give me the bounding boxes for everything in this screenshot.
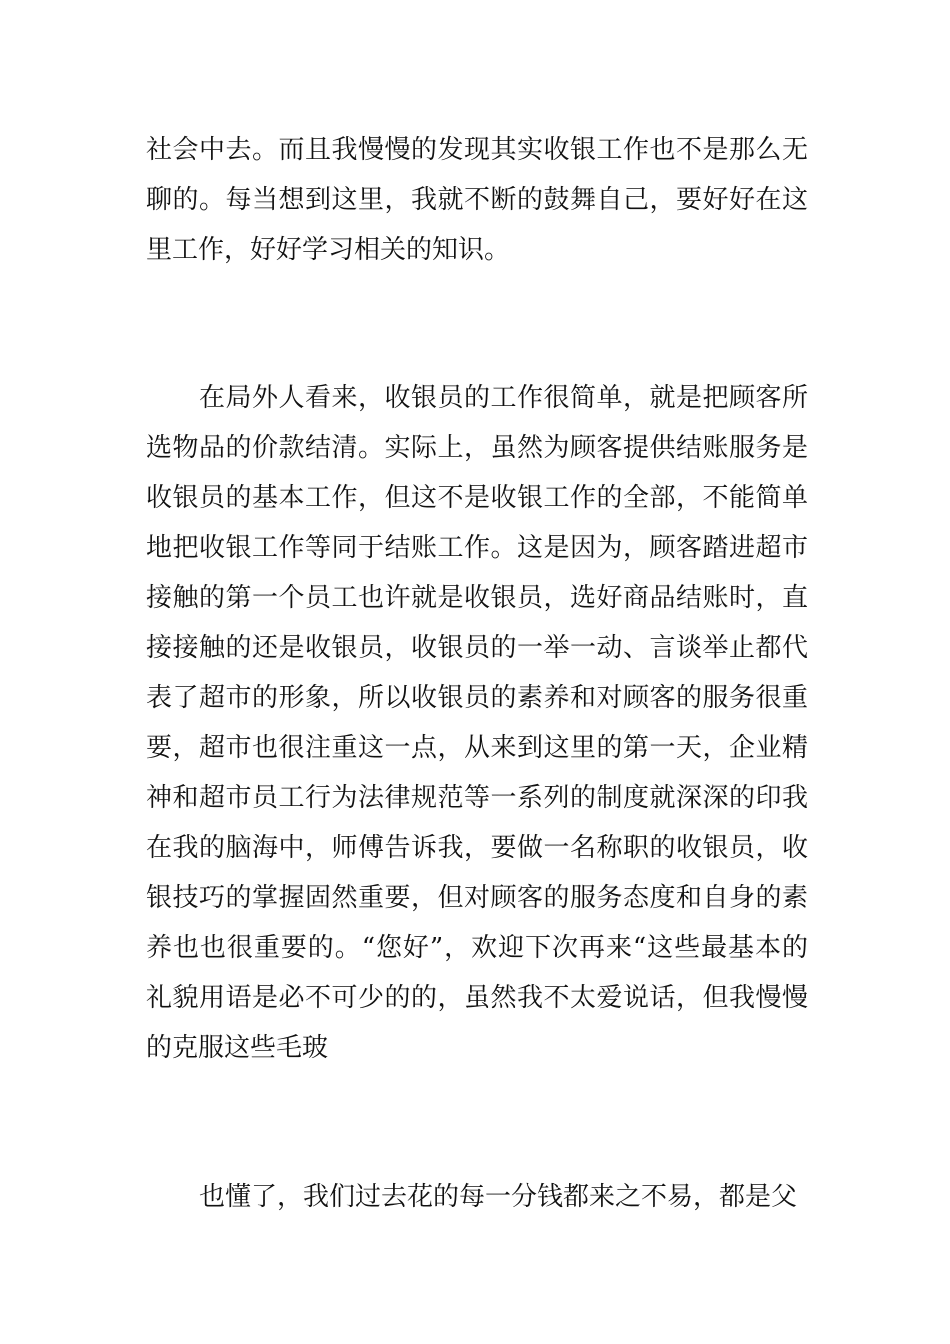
paragraph-continuation: 社会中去。而且我慢慢的发现其实收银工作也不是那么无聊的。每当想到这里，我就不断的鼓舞自己，要好好在这里工作，好好学习相关的知识。 — [146, 135, 808, 265]
paragraph-understanding: 也懂了，我们过去花的每一分钱都来之不易，都是父 — [199, 1182, 798, 1212]
paragraph-cashier-work: 在局外人看来，收银员的工作很简单，就是把顾客所选物品的价款结清。实际上，虽然为顾客提供结账服务是收银员的基本工作，但这不是收银工作的全部，不能简单地把收银工作等同于结账工作。这是因为，顾客踏进超市接触的第一个员工也许就是收银员，选好商品结账时，直接接触的还是收银员，收银员的一举一动、言谈举止都代表了超市的形象，所以收银员的素养和对顾客的服务很重要，超市也很注重这一点，从来到这里的第一天，企业精神和超市员工行为法律规范等一系列的制度就深深的印我在我的脑海中，师傅告诉我，要做一名称职的收银员，收银技巧的掌握固然重要，但对顾客的服务态度和自身的素养也也很重要的。“您好”，欢迎下次再来“这些最基本的礼貌用语是必不可少的的，虽然我不太爱说话，但我慢慢的克服这些毛玻 — [146, 383, 808, 1063]
